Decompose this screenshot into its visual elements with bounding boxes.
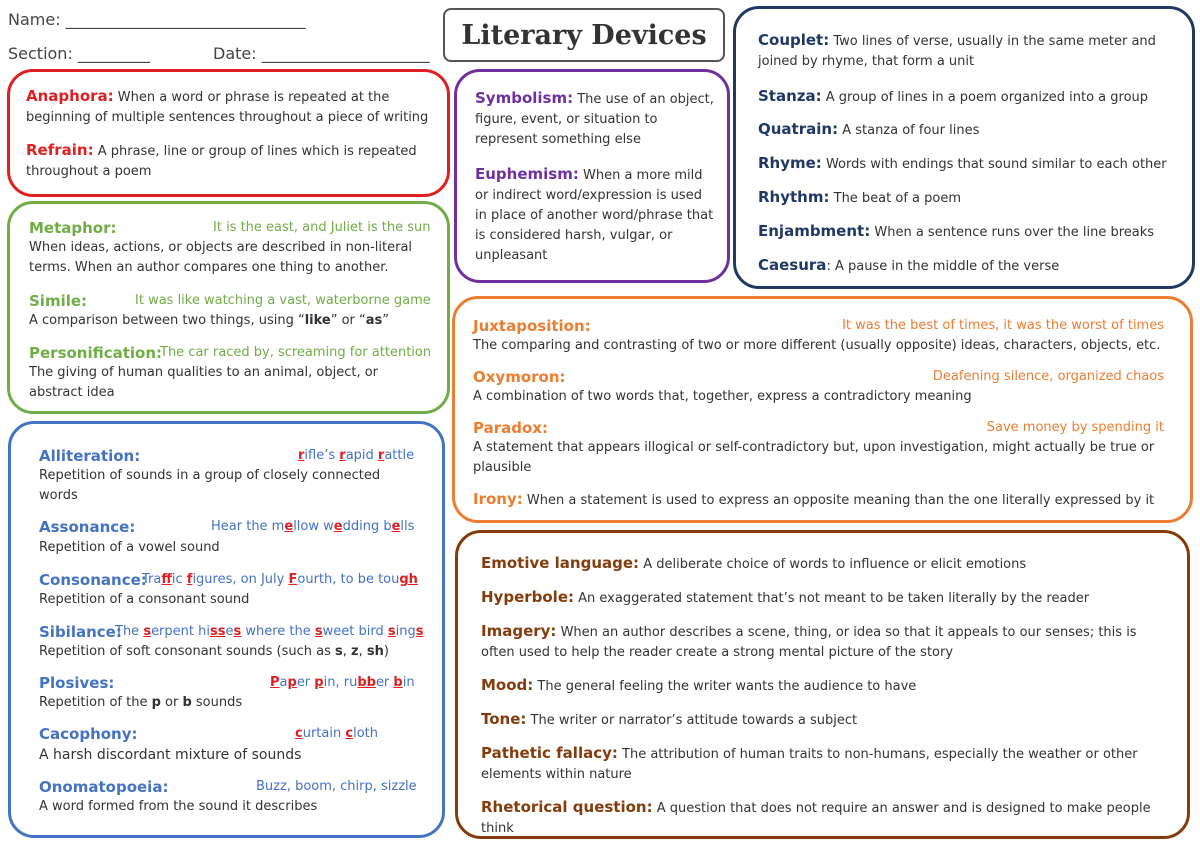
irony-entry [473,489,1173,511]
juxtaposition-term: Juxtaposition: [473,317,591,335]
assonance-example: Hear the mellow wedding bells [211,519,415,534]
irony-term: Irony: [473,490,523,508]
juxtaposition-example: It was the best of times, it was the worst of times [842,318,1164,333]
euphemism-term: Euphemism: [475,165,579,183]
simile-term-wrap [29,291,87,313]
consonance-term: Consonance: [39,571,147,589]
tone-term: Tone: [481,710,527,728]
personification-term: Personification: [29,344,163,362]
refrain-def: A phrase, line or group of lines which is repeated throughout a poem [26,144,417,179]
imagery-def: When an author describes a scene, thing, or idea so that it appeals to our senses; this is often used to help the reader create a strong mental picture of the story [481,625,1137,660]
rhyme-term: Rhyme: [758,154,822,172]
rhyme-def: Words with endings that sound similar to each other [825,157,1167,172]
oxymoron-term-wrap [473,367,566,389]
symbolism-entry [475,88,715,150]
oxymoron-example: Deafening silence, organized chaos [932,369,1164,384]
couplet-def: Two lines of verse, usually in the same meter and joined by rhyme, that form a unit [758,34,1156,69]
paradox-example: Save money by spending it [986,420,1164,435]
paradox-term: Paradox: [473,419,548,437]
anaphora-def: When a word or phrase is repeated at the beginning of multiple sentences throughout a piece of writing [26,90,429,125]
assonance-term: Assonance: [39,518,136,536]
onomatopoeia-def: A word formed from the sound it describes [39,799,318,814]
sibilance-term: Sibilance: [39,623,122,641]
name-field: Name: ______________________________ [8,10,306,29]
plosives-term-wrap [39,673,114,695]
personification-example: The car raced by, screaming for attention [160,345,432,360]
plosives-term: Plosives: [39,674,115,692]
quatrain-entry [758,119,1178,141]
hyperbole-entry [481,587,1171,609]
section-field: Section: _________ [8,44,150,63]
simile-def: A comparison between two things, using “like” or “as” [29,313,390,328]
pathetic-def: The attribution of human traits to non-humans, especially the weather or other elements within nature [481,747,1138,782]
simile-term: Simile: [29,292,88,310]
caesura-term: Caesura [758,256,827,274]
onomatopoeia-term: Onomatopoeia: [39,778,169,796]
assonance-term-wrap [39,517,135,539]
euphemism-def: When a more mild or indirect word/expression is used in place of another word/phrase that is considered harsh, vulgar, or unpleasant [475,168,714,263]
mood-term: Mood: [481,676,534,694]
symbolism-def: The use of an object, figure, event, or situation to represent something else [475,92,714,147]
alliteration-term-wrap [39,446,140,468]
juxtaposition-def: The comparing and contrasting of two or more different (usually opposite) ideas, characters, objects, etc. [473,338,1161,353]
caesura-def: : A pause in the middle of the verse [826,259,1060,274]
imagery-term: Imagery: [481,622,557,640]
alliteration-term: Alliteration: [39,447,141,465]
stanza-term: Stanza: [758,87,822,105]
quatrain-term: Quatrain: [758,120,839,138]
hyperbole-term: Hyperbole: [481,588,574,606]
simile-example: It was like watching a vast, waterborne game [135,293,431,308]
sibilance-def: Repetition of soft consonant sounds (such as s, z, sh) [39,644,389,659]
rhyme-entry [758,153,1183,175]
oxymoron-term: Oxymoron: [473,368,566,386]
anaphora-entry [26,86,436,128]
metaphor-example: It is the east, and Juliet is the sun [213,220,431,235]
enjambment-term: Enjambment: [758,222,871,240]
consonance-example: Traffic figures, on July Fourth, to be tough [142,572,418,587]
mood-entry [481,675,1171,697]
alliteration-example: rifle’s rapid rattle [298,448,415,463]
refrain-term: Refrain: [26,141,94,159]
as-word: as [365,313,383,328]
euphemism-entry [475,164,715,266]
stanza-def: A group of lines in a poem organized into a group [825,90,1149,105]
imagery-entry [481,621,1171,663]
rhythm-term: Rhythm: [758,188,830,206]
anaphora-term: Anaphora: [26,87,114,105]
enjambment-entry [758,221,1178,243]
caesura-entry [758,255,1178,277]
rhythm-entry [758,187,1178,209]
hyperbole-def: An exaggerated statement that’s not meant to be taken literally by the reader [578,591,1090,606]
assonance-def: Repetition of a vowel sound [39,540,220,555]
plosives-def: Repetition of the p or b sounds [39,695,243,710]
cacophony-term: Cacophony: [39,725,138,743]
pathetic-term: Pathetic fallacy: [481,744,618,762]
irony-def: When a statement is used to express an opposite meaning than the one literally expressed by it [526,493,1155,508]
consonance-def: Repetition of a consonant sound [39,592,250,607]
rhythm-def: The beat of a poem [833,191,962,206]
onomatopoeia-example: Buzz, boom, chirp, sizzle [256,779,417,794]
page-title: Literary Devices [443,8,725,62]
rhetorical-entry [481,797,1181,839]
like-word: like [304,313,331,328]
sibilance-example: The serpent hisses where the sweet bird sings [115,624,424,639]
sibilance-term-wrap [39,622,122,644]
tone-entry [481,709,1171,731]
cacophony-term-wrap [39,724,138,746]
plosives-example: Paper pin, rubber bin [270,675,415,690]
emotive-entry [481,553,1171,575]
date-field: Date: _____________________ [213,44,430,63]
quatrain-def: A stanza of four lines [842,123,980,138]
cacophony-def: A harsh discordant mixture of sounds [39,747,302,763]
personification-def: The giving of human qualities to an animal, object, or abstract idea [29,365,379,400]
metaphor-def: When ideas, actions, or objects are described in non-literal terms. When an author compares one thing to another. [29,240,413,275]
refrain-entry [26,140,436,182]
paradox-def: A statement that appears illogical or self-contradictory but, upon investigation, might actually be true or plausible [473,440,1155,475]
emotive-term: Emotive language: [481,554,640,572]
rhetorical-def: A question that does not require an answer and is designed to make people think [481,801,1151,836]
metaphor-term: Metaphor: [29,219,117,237]
paradox-term-wrap [473,418,548,440]
symbolism-term: Symbolism: [475,89,574,107]
onomatopoeia-term-wrap [39,777,168,799]
enjambment-def: When a sentence runs over the line breaks [874,225,1155,240]
metaphor-term-wrap [29,218,117,240]
juxtaposition-term-wrap [473,316,591,338]
pathetic-entry [481,743,1161,785]
couplet-entry [758,30,1178,72]
couplet-term: Couplet: [758,31,830,49]
stanza-entry [758,86,1178,108]
alliteration-def: Repetition of sounds in a group of closely connected words [39,468,381,503]
cacophony-example: curtain cloth [295,726,378,741]
mood-def: The general feeling the writer wants the audience to have [537,679,917,694]
emotive-def: A deliberate choice of words to influence or elicit emotions [643,557,1027,572]
personification-term-wrap [29,343,162,365]
rhetorical-term: Rhetorical question: [481,798,653,816]
tone-def: The writer or narrator’s attitude towards a subject [530,713,858,728]
consonance-term-wrap [39,570,147,592]
oxymoron-def: A combination of two words that, together, express a contradictory meaning [473,389,972,404]
